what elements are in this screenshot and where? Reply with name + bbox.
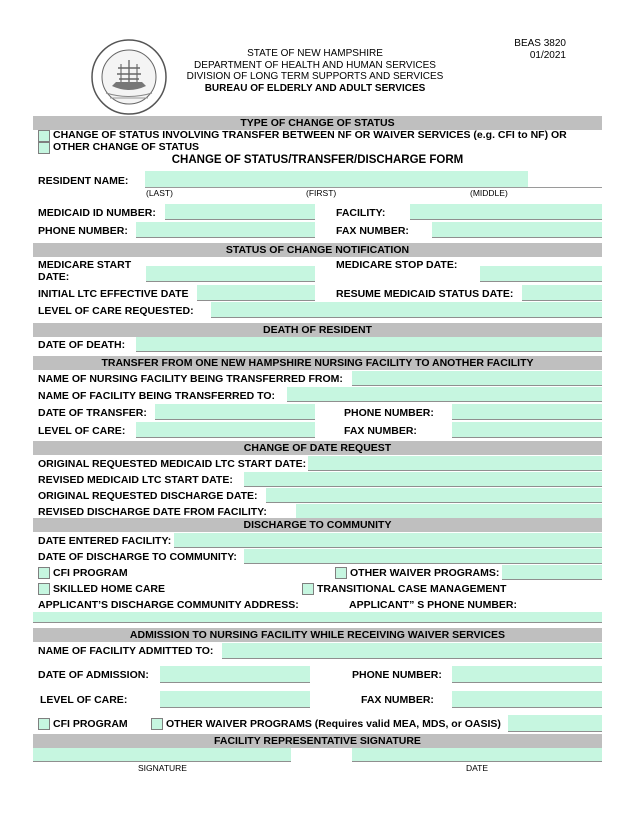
division-name: DIVISION OF LONG TERM SUPPORTS AND SERVICES: [186, 71, 444, 82]
signature-field[interactable]: [33, 748, 291, 762]
discharge-other-waiver-label: OTHER WAIVER PROGRAMS:: [350, 567, 500, 579]
transfer-phone-field[interactable]: [452, 404, 602, 420]
first-name-caption: (FIRST): [306, 188, 337, 198]
revised-discharge-label: REVISED DISCHARGE DATE FROM FACILITY:: [38, 506, 267, 518]
transitional-label: TRANSITIONAL CASE MANAGEMENT: [317, 583, 507, 595]
orig-medicaid-field[interactable]: [308, 456, 602, 471]
medicaid-id-label: MEDICAID ID NUMBER:: [38, 207, 156, 219]
date-entered-field[interactable]: [174, 533, 602, 548]
initial-ltc-field[interactable]: [197, 285, 315, 301]
admission-level-label: LEVEL OF CARE:: [40, 694, 128, 706]
date-entered-label: DATE ENTERED FACILITY:: [38, 535, 172, 547]
state-name: STATE OF NEW HAMPSHIRE: [247, 48, 383, 59]
admission-phone-label: PHONE NUMBER:: [352, 669, 442, 681]
initial-ltc-label: INITIAL LTC EFFECTIVE DATE: [38, 288, 189, 300]
orig-discharge-field[interactable]: [266, 488, 602, 503]
phone-label: PHONE NUMBER:: [38, 225, 128, 237]
medicare-stop-label: MEDICARE STOP DATE:: [336, 259, 458, 271]
admission-level-field[interactable]: [160, 691, 310, 708]
section-discharge: DISCHARGE TO COMMUNITY: [33, 518, 602, 532]
discharge-other-waiver-field[interactable]: [502, 565, 602, 580]
admission-cfi-label: CFI PROGRAM: [53, 718, 128, 730]
section-date-change: CHANGE OF DATE REQUEST: [33, 441, 602, 455]
checkbox-other-change[interactable]: [38, 142, 50, 154]
medicare-stop-field[interactable]: [480, 266, 602, 282]
facility-label: FACILITY:: [336, 207, 386, 219]
date-of-death-label: DATE OF DEATH:: [38, 339, 126, 351]
bureau-name: BUREAU OF ELDERLY AND ADULT SERVICES: [204, 82, 426, 94]
resume-medicaid-label: RESUME MEDICAID STATUS DATE:: [336, 288, 514, 300]
admission-fax-label: FAX NUMBER:: [361, 694, 434, 706]
admitted-facility-field[interactable]: [222, 643, 602, 659]
transfer-level-field[interactable]: [136, 422, 315, 438]
date-discharge-field[interactable]: [244, 549, 602, 564]
applicant-phone-label: APPLICANT” S PHONE NUMBER:: [349, 599, 518, 611]
level-of-care-requested-label: LEVEL OF CARE REQUESTED:: [38, 305, 194, 317]
section-signature: FACILITY REPRESENTATIVE SIGNATURE: [33, 734, 602, 748]
checkbox-admission-cfi[interactable]: [38, 718, 50, 730]
section-type-of-change: TYPE OF CHANGE OF STATUS: [33, 116, 602, 130]
discharge-address-field[interactable]: [33, 612, 602, 623]
transfer-level-label: LEVEL OF CARE:: [38, 425, 126, 437]
date-discharge-label: DATE OF DISCHARGE TO COMMUNITY:: [38, 551, 237, 563]
transfer-phone-label: PHONE NUMBER:: [344, 407, 434, 419]
signature-date-field[interactable]: [352, 748, 602, 762]
section-transfer: TRANSFER FROM ONE NEW HAMPSHIRE NURSING FACILITY TO ANOTHER FACILITY: [33, 356, 602, 370]
facility-field[interactable]: [410, 204, 602, 220]
transfer-from-label: NAME OF NURSING FACILITY BEING TRANSFERRED FROM:: [38, 373, 343, 385]
phone-field[interactable]: [136, 222, 315, 238]
orig-medicaid-label: ORIGINAL REQUESTED MEDICAID LTC START DATE:: [38, 458, 307, 470]
section-admission: ADMISSION TO NURSING FACILITY WHILE RECEIVING WAIVER SERVICES: [33, 628, 602, 642]
date-of-transfer-label: DATE OF TRANSFER:: [38, 407, 147, 419]
transfer-to-label: NAME OF FACILITY BEING TRANSFERRED TO:: [38, 390, 276, 402]
department-name: DEPARTMENT OF HEALTH AND HUMAN SERVICES: [194, 59, 436, 71]
section-death: DEATH OF RESIDENT: [33, 323, 602, 337]
option-other-label: OTHER CHANGE OF STATUS: [53, 141, 200, 153]
level-of-care-requested-field[interactable]: [211, 302, 602, 318]
checkbox-skilled-home-care[interactable]: [38, 583, 50, 595]
checkbox-transfer-nf-waiver[interactable]: [38, 130, 50, 142]
state-seal: [90, 38, 168, 116]
revised-discharge-field[interactable]: [296, 504, 602, 519]
admitted-facility-label: NAME OF FACILITY ADMITTED TO:: [38, 645, 214, 657]
resume-medicaid-field[interactable]: [522, 285, 602, 301]
form-id: BEAS 3820: [514, 38, 566, 49]
date-caption: DATE: [466, 763, 489, 773]
admission-other-waiver-label: OTHER WAIVER PROGRAMS (Requires valid MEA, MDS, or OASIS): [166, 718, 501, 730]
transfer-from-field[interactable]: [352, 371, 602, 386]
admission-fax-field[interactable]: [452, 691, 602, 708]
admission-other-waiver-field[interactable]: [508, 715, 602, 732]
date-of-transfer-field[interactable]: [155, 404, 315, 420]
date-of-admission-label: DATE OF ADMISSION:: [38, 669, 149, 681]
checkbox-discharge-cfi[interactable]: [38, 567, 50, 579]
middle-name-caption: (MIDDLE): [470, 188, 508, 198]
medicaid-id-field[interactable]: [165, 204, 315, 220]
resident-name-label: RESIDENT NAME:: [38, 175, 129, 187]
resident-name-field[interactable]: [145, 171, 528, 188]
discharge-address-label: APPLICANT’S DISCHARGE COMMUNITY ADDRESS:: [38, 599, 299, 611]
form-title: CHANGE OF STATUS/TRANSFER/DISCHARGE FORM: [171, 154, 464, 166]
transfer-fax-field[interactable]: [452, 422, 602, 438]
option-transfer-label: CHANGE OF STATUS INVOLVING TRANSFER BETWEEN NF OR WAIVER SERVICES (e.g. CFI to NF) OR: [53, 129, 567, 141]
date-of-admission-field[interactable]: [160, 666, 310, 683]
date-of-death-field[interactable]: [136, 337, 602, 352]
fax-label: FAX NUMBER:: [336, 225, 409, 237]
skilled-home-care-label: SKILLED HOME CARE: [53, 583, 166, 595]
admission-phone-field[interactable]: [452, 666, 602, 683]
revised-medicaid-field[interactable]: [244, 472, 602, 487]
checkbox-discharge-other-waiver[interactable]: [335, 567, 347, 579]
checkbox-admission-other-waiver[interactable]: [151, 718, 163, 730]
orig-discharge-label: ORIGINAL REQUESTED DISCHARGE DATE:: [38, 490, 258, 502]
transfer-to-field[interactable]: [287, 387, 602, 402]
form-revision-date: 01/2021: [529, 49, 566, 61]
transfer-fax-label: FAX NUMBER:: [344, 425, 417, 437]
last-name-caption: (LAST): [146, 188, 173, 198]
medicare-start-label: MEDICARE START DATE:: [38, 259, 132, 283]
checkbox-transitional[interactable]: [302, 583, 314, 595]
fax-field[interactable]: [432, 222, 602, 238]
discharge-cfi-label: CFI PROGRAM: [53, 567, 128, 579]
section-notification: STATUS OF CHANGE NOTIFICATION: [33, 243, 602, 257]
medicare-start-field[interactable]: [146, 266, 315, 282]
signature-caption: SIGNATURE: [138, 763, 187, 773]
revised-medicaid-label: REVISED MEDICAID LTC START DATE:: [38, 474, 233, 486]
